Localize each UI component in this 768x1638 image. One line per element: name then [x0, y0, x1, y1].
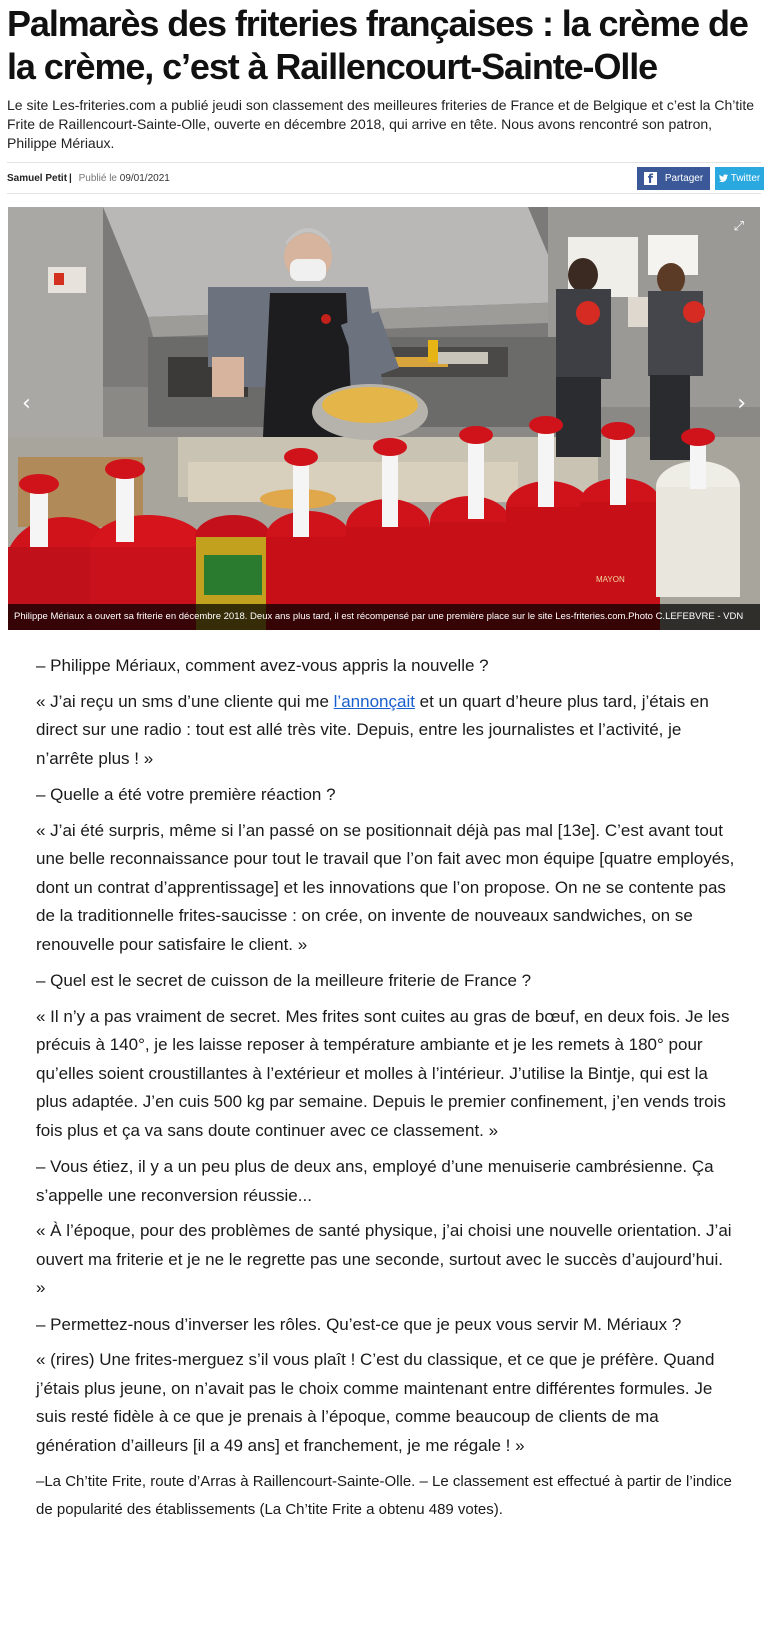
published-label: Publié le: [78, 173, 117, 184]
article-body: [36, 652, 736, 1532]
article-lead: Le site Les-friteries.com a publié jeudi son classement des meilleures friteries de France et de Belgique et c’est la Ch’tite Frite de Raillencourt-Sainte-Olle, ouverte en décembre 2018, qui arrive en tête. Nous avons rencontré son patron, Philippe Mériaux.: [7, 97, 755, 151]
interview-question-4: – Vous étiez, il y a un peu plus de deux ans, employé d’une menuiserie cambrésienne. Ça s’appelle une reconversion réussie...: [36, 1157, 714, 1205]
published-date: 09/01/2021: [119, 173, 170, 184]
facebook-icon: f: [644, 172, 657, 185]
kitchen-photo-illustration: [8, 207, 760, 630]
photo-caption: Philippe Mériaux a ouvert sa friterie en décembre 2018. Deux ans plus tard, il est récompensé par une première place sur le site Les-friteries.com.Photo C.LEFEBVRE - VDN: [8, 604, 760, 630]
carousel-next-icon[interactable]: ›: [737, 391, 746, 416]
answer-1-link[interactable]: l’annonçait: [333, 691, 415, 711]
answer-1-text-before: « J’ai reçu un sms d’une cliente qui me: [36, 691, 334, 711]
interview-question-5: – Permettez-nous d’inverser les rôles. Qu’est-ce que je peux vous servir M. Mériaux ?: [36, 1314, 682, 1334]
interview-answer-5: « (rires) Une frites-merguez s’il vous plaît ! C’est du classique, et ce que je préfère. Quand j’étais plus jeune, on n’avait pas le choix comme maintenant entre différentes formules. Je suis resté fidèle à ce que je prenais à l’époque, comme beaucoup de clients de ma génération d’ailleurs [il a 49 ans] et franchement, je me régale ! »: [36, 1350, 715, 1455]
carousel-prev-icon[interactable]: ‹: [22, 391, 31, 416]
interview-answer-4: « À l’époque, pour des problèmes de santé physique, j’ai choisi une nouvelle orientation. J’ai ouvert ma friterie et je ne le regrette pas une seconde, surtout avec le succès d’aujourd’hui. »: [36, 1221, 732, 1297]
answer-1-text-after: et un quart d’heure plus tard, j’étais en direct sur une radio : tout est allé très vite. Depuis, entre les journalistes et l’activité, je n’arrête plus ! »: [36, 691, 709, 768]
article-meta-bar: [7, 162, 761, 194]
expand-icon[interactable]: ⤢: [733, 219, 744, 234]
twitter-bird-icon: [719, 174, 728, 184]
article-footnote: –La Ch’tite Frite, route d’Arras à Raillencourt-Sainte-Olle. – Le classement est effectué à partir de l’indice de popularité des établissements (La Ch’tite Frite a obtenu 489 votes).: [36, 1473, 732, 1518]
byline-separator: |: [69, 173, 72, 184]
interview-question-2: – Quelle a été votre première réaction ?: [36, 785, 336, 804]
twitter-share-button[interactable]: [715, 167, 764, 190]
author-name[interactable]: Samuel Petit: [7, 173, 68, 184]
article-photo[interactable]: [8, 207, 760, 630]
interview-question-1: – Philippe Mériaux, comment avez-vous appris la nouvelle ?: [36, 656, 489, 675]
facebook-share-button[interactable]: [637, 167, 710, 190]
interview-answer-3: « Il n’y a pas vraiment de secret. Mes frites sont cuites au gras de bœuf, en deux fois. Je les précuis à 140°, je les laisse reposer à température ambiante et je les remets à 180° pour qu’elles soient croustillantes à l’extérieur et molles à l’intérieur. J’utilise la Bintje, qui est la plus adaptée. J’en cuis 500 kg par semaine. Depuis le premier confinement, j’en vends trois fois plus et ça va sans doute continuer avec ce classement. »: [36, 1006, 730, 1140]
article-headline: Palmarès des friteries françaises : la crème de la crème, c’est à Raillencourt-Sainte-Olle: [7, 3, 748, 87]
interview-question-3: – Quel est le secret de cuisson de la meilleure friterie de France ?: [36, 971, 532, 990]
interview-answer-2: « J’ai été surpris, même si l’an passé on se positionnait déjà pas mal [13e]. C’est avant tout une belle reconnaissance pour tout le travail que l’on fait avec mon équipe [quatre employés, dont un contrat d’apprentissage] et les innovations que l’on propose. On ne se contente pas de la traditionnelle frites-saucisse : on crée, on invente de nouveaux sandwiches, on se renouvelle pour satisfaire le client. »: [36, 820, 735, 954]
interview-answer-1: [36, 688, 736, 774]
facebook-share-label: Partager: [664, 173, 704, 184]
sauce-label: MAYON: [596, 575, 625, 584]
byline: [7, 173, 170, 184]
twitter-share-label: Twitter: [730, 173, 761, 184]
